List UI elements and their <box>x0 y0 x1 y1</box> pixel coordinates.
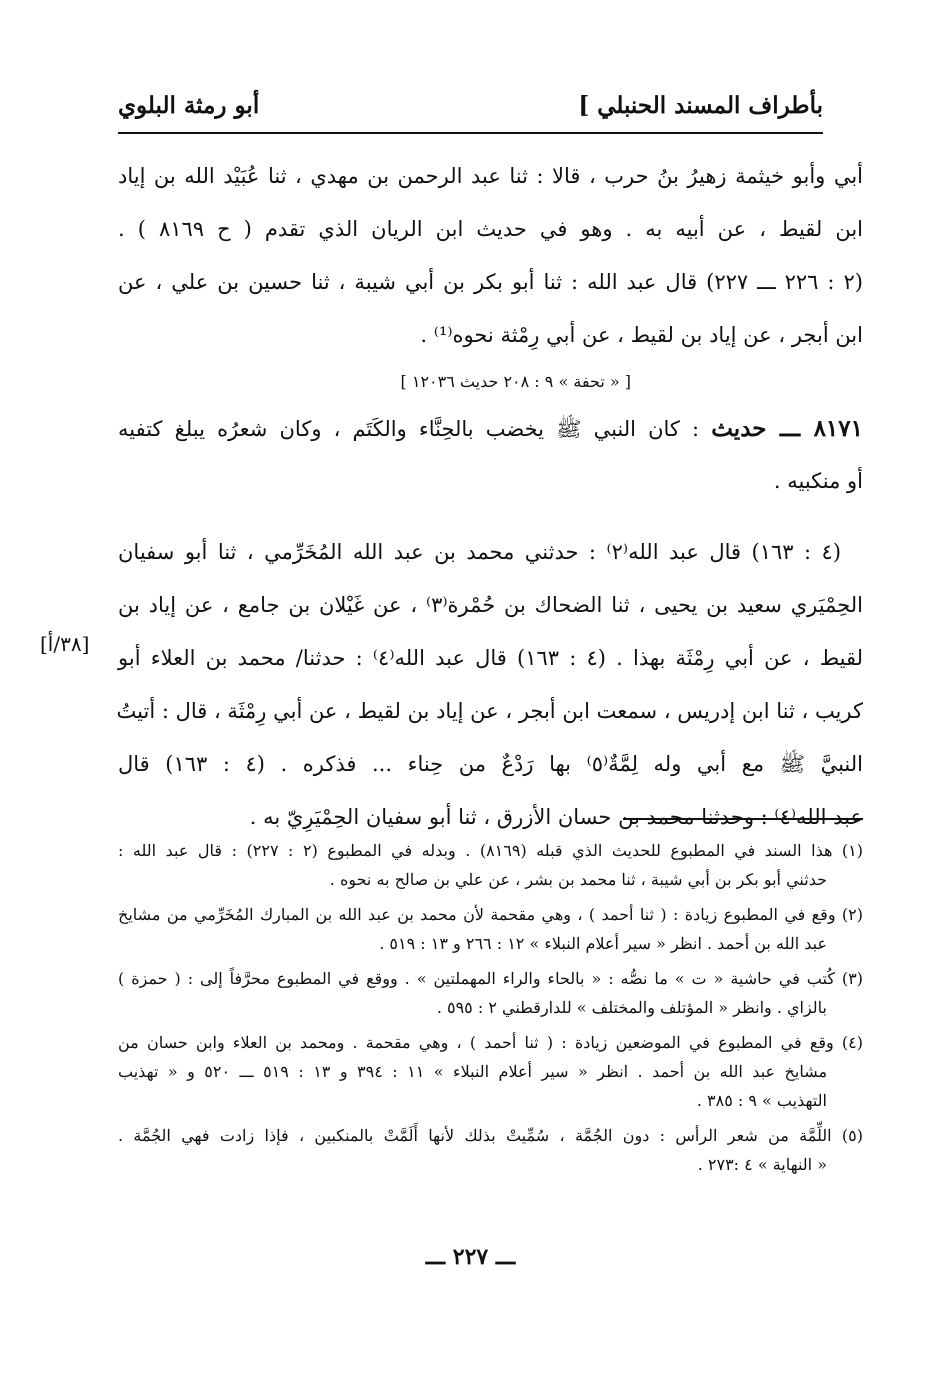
footnote-line: (١) هذا السند في المطبوع للحديث الذي قبله (٨١٦٩) . وبدله في المطبوع (٢ : ٢٢٧) : قال عبد الله : <box>118 841 864 860</box>
page-number: ـــ ٢٢٧ ـــ <box>425 1244 516 1270</box>
tuhfa-reference: [ « تحفة » ٩ : ٢٠٨ حديث ١٢٠٣٦ ] <box>400 372 631 391</box>
footnote-line: « النهاية » ٤ :٢٧٣ . <box>697 1155 827 1174</box>
text-line: عبد الله⁽٤⁾ : وحدثنا محمد بن حسان الأزرق ، ثنا أبو سفيان الحِمْيَرِيّ به . <box>249 805 863 829</box>
text-line: لقيط ، عن أبي رِمْثَة بهذا . (٤ : ١٦٣) قال عبد الله⁽٤⁾ : حدثنا/ محمد بن العلاء أبو <box>118 646 864 670</box>
text-line: الحِمْيَري سعيد بن يحيى ، ثنا الضحاك بن حُمْرة⁽٣⁾ ، عن غَيْلان بن جامع ، عن إياد بن <box>118 593 863 617</box>
hadith-number: ٨١٧١ ـــ حديث <box>711 415 863 442</box>
text-line: ابن أبجر ، عن إياد بن لقيط ، عن أبي رِمْثة نحوه⁽¹⁾ . <box>420 323 863 347</box>
text-line: ابن لقيط ، عن أبيه به . وهو في حديث ابن الريان الذي تقدم ( ح ٨١٦٩ ) . <box>118 217 863 241</box>
footnote-line: التهذيب » ٩ : ٣٨٥ . <box>696 1091 827 1110</box>
running-header <box>118 92 823 132</box>
text-line: (٢ : ٢٢٦ ـــ ٢٢٧) قال عبد الله : ثنا أبو بكر بن أبي شيبة ، ثنا حسين بن علي ، عن <box>118 270 863 294</box>
footnote-line: مشايخ عبد الله بن أحمد . انظر « سير أعلام النبلاء » ١١ : ٣٩٤ و ١٣ : ٥١٩ ـــ ٥٢٠ و « تهذيب <box>118 1062 828 1081</box>
footnote-line: (٣) كُتب في حاشية « ت » ما نصُّه : « بالحاء والراء المهملتين » . ووقع في المطبوع محرَّفاً إلى : ( حمزة ) <box>118 969 863 988</box>
manuscript-folio-marker: [٣٨/أ] <box>40 632 90 656</box>
text-line: (٤ : ١٦٣) قال عبد الله⁽٢⁾ : حدثني محمد بن عبد الله المُخَرِّمي ، ثنا أبو سفيان <box>118 540 842 564</box>
footnotes <box>118 836 863 1179</box>
text-line: أبي وأبو خيثمة زهيرُ بنُ حرب ، قالا : ثنا عبد الرحمن بن مهدي ، ثنا عُبَيْد الله بن إياد <box>118 164 863 188</box>
footnote-line: بالزاي . وانظر « المؤتلف والمختلف » للدارقطني ٢ : ٥٩٥ . <box>436 998 827 1017</box>
footnote-line: عبد الله بن أحمد . انظر « سير أعلام النبلاء » ١٢ : ٢٦٦ و ١٣ : ٥١٩ . <box>379 934 827 953</box>
header-divider <box>118 132 823 134</box>
text-line: كريب ، ثنا ابن إدريس ، سمعت ابن أبجر ، عن إياد بن لقيط ، عن أبي رِمْثَة ، قال : أتيتُ <box>116 699 863 723</box>
footnote-divider <box>623 818 863 820</box>
text-line: أو منكبيه . <box>773 469 863 493</box>
footnote-line: (٥) اللِّمَّة من شعر الرأس : دون الجُمَّة ، سُمِّيتْ بذلك لأنها أَلَمَّتْ بالمنكبين ، فإذا زادت فهي الجُمَّة . <box>118 1126 863 1145</box>
header-book-title: بأطراف المسند الحنبلي ] <box>578 92 823 119</box>
text-line: النبيَّ ﷺ مع أبي وله لِمَّةٌ⁽٥⁾ بها رَدْعٌ من حِناء ... فذكره . (٤ : ١٦٣) قال <box>118 752 863 776</box>
footnote-line: (٤) وقع في المطبوع في الموضعين زيادة : ( ثنا أحمد ) ، وهي مقحمة . ومحمد بن العلاء وابن حسان من <box>118 1033 863 1052</box>
footnote-line: حدثني أبو بكر بن أبي شيبة ، ثنا محمد بن بشر ، عن علي بن صالح به نحوه . <box>329 870 827 889</box>
footnote-line: (٢) وقع في المطبوع زيادة : ( ثنا أحمد ) ، وهي مقحمة لأن محمد بن عبد الله بن المبارك المُخَرِّمي من مشايخ <box>118 905 863 924</box>
hadith-heading-line <box>118 402 863 455</box>
main-text <box>40 150 864 844</box>
hadith-text: : كان النبي ﷺ يخضب بالحِنَّاء والكَتَم ، وكان شعرُه يبلغ كتفيه <box>118 417 712 441</box>
header-section-title: أبو رمثة البلوي <box>118 92 260 119</box>
